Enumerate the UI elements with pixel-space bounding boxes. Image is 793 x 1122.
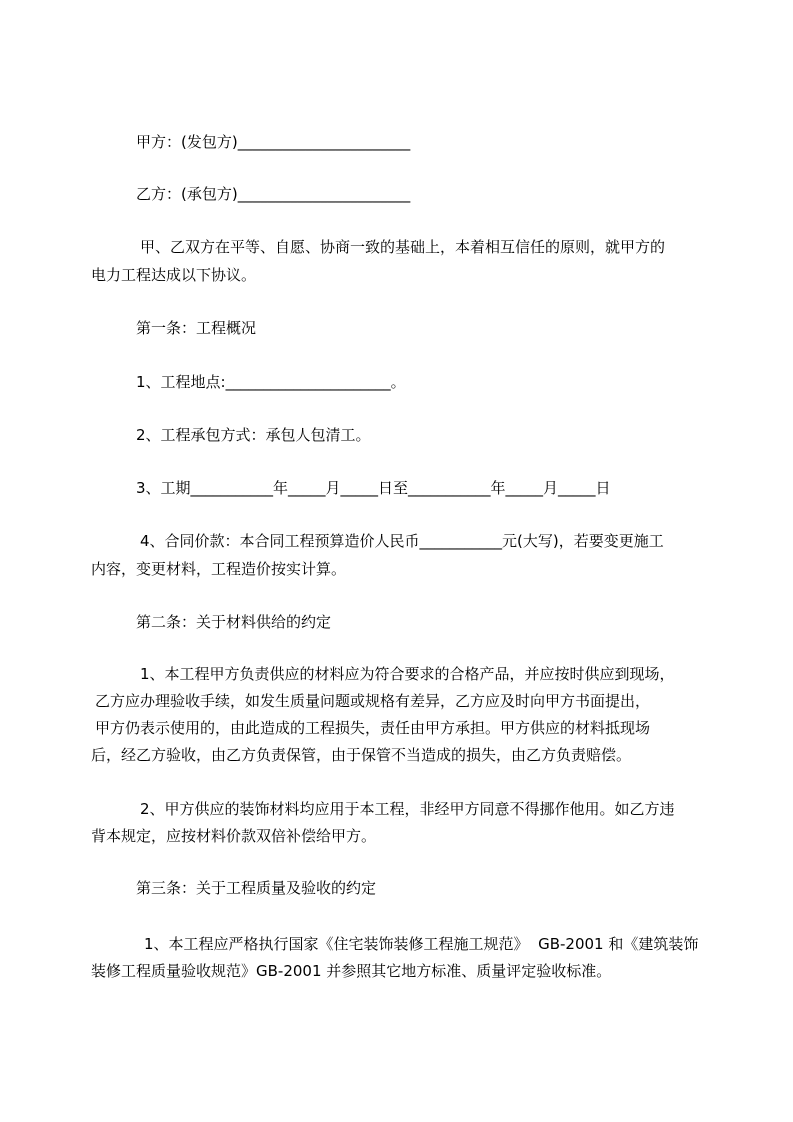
article3-title: 第三条：关于工程质量及验收的约定 [136,879,377,897]
party-a-line: 甲方：(发包方)_______________________ [136,133,411,151]
article2-p1-line2: 乙方应办理验收手续，如发生质量问题或规格有差异，乙方应及时向甲方书面提出， [95,692,651,710]
article1-item4-line2: 内容，变更材料，工程造价按实计算。 [91,560,347,578]
article2-p1-line4: 后，经乙方验收，由乙方负责保管，由于保管不当造成的损失，由乙方负责赔偿。 [91,746,632,764]
article2-title: 第二条：关于材料供给的约定 [136,613,332,631]
article1-item4-line1: 4、合同价款：本合同工程预算造价人民币___________元(大写)，若要变更施工 [140,532,664,550]
article1-item3: 3、工期___________年_____月_____日至___________年_____月_____日 [136,479,611,497]
article2-p2-line1: 2、甲方供应的装饰材料均应用于本工程，非经甲方同意不得挪作他用。如乙方违 [140,800,675,818]
article1-item1: 1、工程地点:______________________。 [136,373,406,391]
article3-p1-line2: 装修工程质量验收规范》GB-2001 并参照其它地方标准、质量评定验收标准。 [91,962,612,980]
intro-line-2: 电力工程达成以下协议。 [91,266,257,284]
article3-p1-line1: 1、本工程应严格执行国家《住宅装饰装修工程施工规范》 GB-2001 和《建筑装饰 [144,935,699,953]
party-b-line: 乙方：(承包方)_______________________ [136,185,411,203]
article2-p1-line1: 1、本工程甲方负责供应的材料应为符合要求的合格产品，并应按时供应到现场， [140,665,675,683]
article1-item2: 2、工程承包方式：承包人包清工。 [136,426,371,444]
article1-title: 第一条：工程概况 [136,319,257,337]
intro-line-1: 甲、乙双方在平等、自愿、协商一致的基础上，本着相互信任的原则，就甲方的 [140,238,666,256]
article2-p1-line3: 甲方仍表示使用的，由此造成的工程损失，责任由甲方承担。甲方供应的材料抵现场 [95,719,651,737]
article2-p2-line2: 背本规定，应按材料价款双倍补偿给甲方。 [91,827,377,845]
